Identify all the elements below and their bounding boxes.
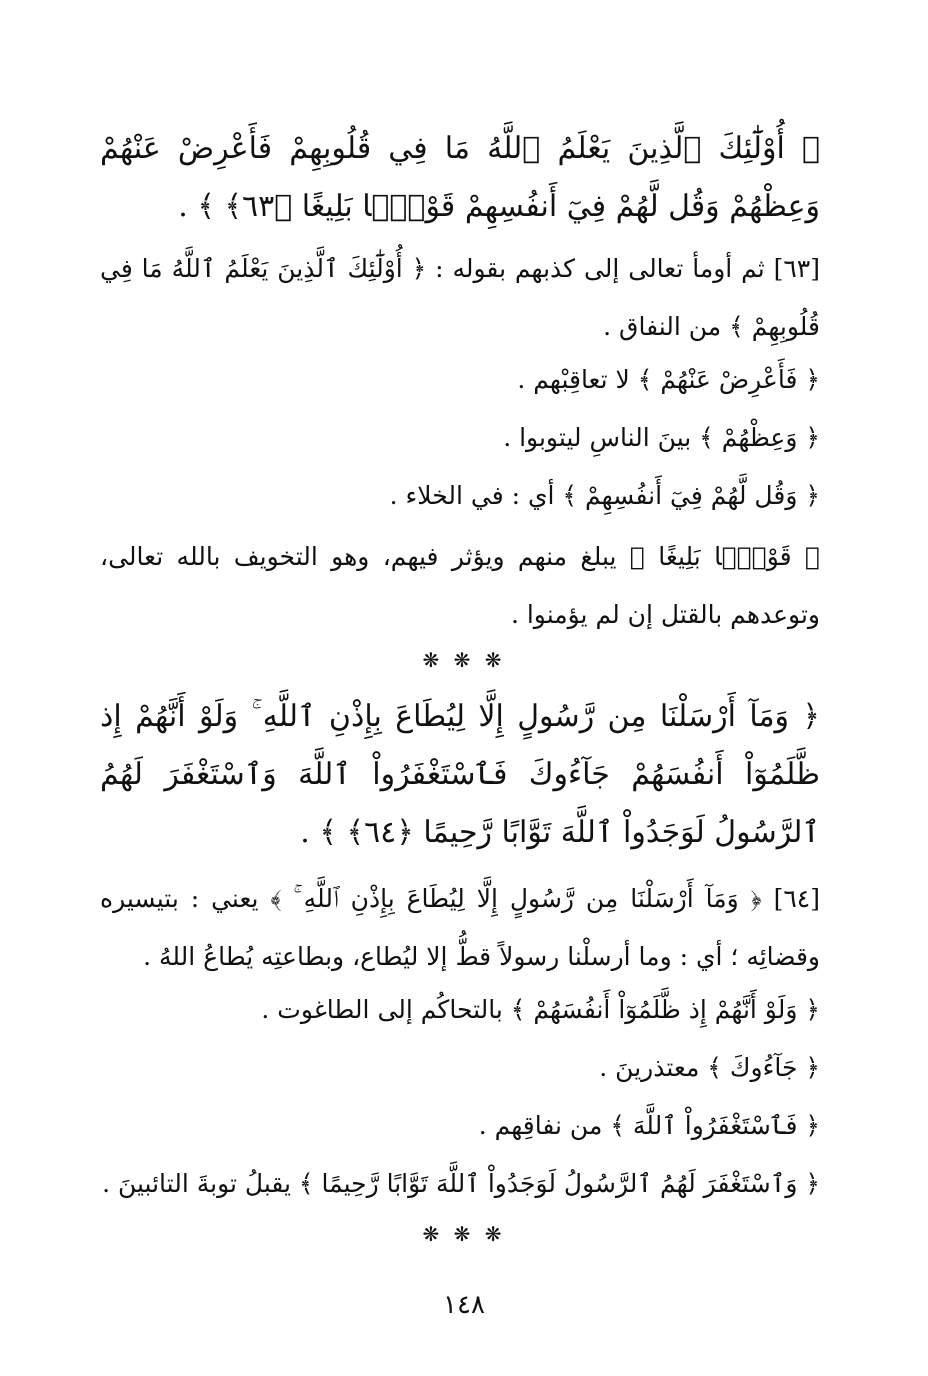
tafsir-63-line-3: ﴿ وَقُل لَّهُمْ فِيٓ أَنفُسِهِمْ ﴾ أي : في الخلاء . <box>389 481 820 510</box>
tafsir-64-intro: [٦٤] ﴿ وَمَآ أَرْسَلْنَا مِن رَّسُولٍ إِلَّا لِيُطَاعَ بِإِذْنِ ٱللَّهِ ۚ ﴾ يعني : بتيسيره وقضائِه ؛ أي : وما أرسلْنا رسولاً قطُّ إلا ليُطاع، وبطاعتِه يُطاعُ اللهُ . <box>100 884 820 971</box>
tafsir-64-line-4: ﴿ وَٱسْتَغْفَرَ لَهُمُ ٱلرَّسُولُ لَوَجَدُواْ ٱللَّهَ تَوَّابًا رَّحِيمًا ﴾ يقبلُ توبةَ التائبينَ . <box>102 1169 820 1198</box>
tafsir-63-closing: ﴿ قَوْلًۢا بَلِيغًا ﴾ يبلغ منهم ويؤثر فيهم، وهو التخويف بالله تعالى، وتوعدهم بالقتل إن لم يؤمنوا . <box>100 542 820 629</box>
quran-verse-64: ﴿ وَمَآ أَرْسَلْنَا مِن رَّسُولٍ إِلَّا لِيُطَاعَ بِإِذْنِ ٱللَّهِ ۚ وَلَوْ أَنَّهُمْ إِذ ظَّلَمُوٓاْ أَنفُسَهُمْ جَآءُوكَ فَٱسْتَغْفَرُواْ ٱللَّهَ وَٱسْتَغْفَرَ لَهُمُ ٱلرَّسُولُ لَوَجَدُواْ ٱللَّهَ تَوَّابًا رَّحِيمًا ﴿٦٤﴾ ﴾ . <box>100 699 820 850</box>
section-separator-1: ❋ ❋ ❋ <box>422 648 506 672</box>
tafsir-64-line-3: ﴿ فَٱسْتَغْفَرُواْ ٱللَّهَ ﴾ من نفاقِهم . <box>478 1111 820 1140</box>
tafsir-64-line-2: ﴿ جَآءُوكَ ﴾ معتذرينَ . <box>599 1053 820 1082</box>
section-separator-2: ❋ ❋ ❋ <box>422 1222 506 1246</box>
page-number: ١٤٨ <box>443 1290 485 1320</box>
tafsir-63-line-2: ﴿ وَعِظْهُمْ ﴾ بينَ الناسِ ليتوبوا . <box>503 423 820 452</box>
tafsir-63-line-1: ﴿ فَأَعْرِضْ عَنْهُمْ ﴾ لا تعاقِبْهم . <box>517 365 820 394</box>
quran-verse-63: ﴿ أُوْلَٰٓئِكَ ٱلَّذِينَ يَعْلَمُ ٱللَّهُ مَا فِي قُلُوبِهِمْ فَأَعْرِضْ عَنْهُمْ وَعِظْهُمْ وَقُل لَّهُمْ فِيٓ أَنفُسِهِمْ قَوْلًۢا بَلِيغًا ﴿٦٣﴾ ﴾ . <box>100 131 820 224</box>
tafsir-64-line-1: ﴿ وَلَوْ أَنَّهُمْ إِذ ظَّلَمُوٓاْ أَنفُسَهُمْ ﴾ بالتحاكُم إلى الطاغوت . <box>261 995 820 1024</box>
tafsir-63-intro: [٦٣] ثم أومأ تعالى إلى كذبهم بقوله : ﴿ أُوْلَٰٓئِكَ ٱلَّذِينَ يَعْلَمُ ٱللَّهُ مَا فِي قُلُوبِهِمْ ﴾ من النفاق . <box>100 254 820 341</box>
